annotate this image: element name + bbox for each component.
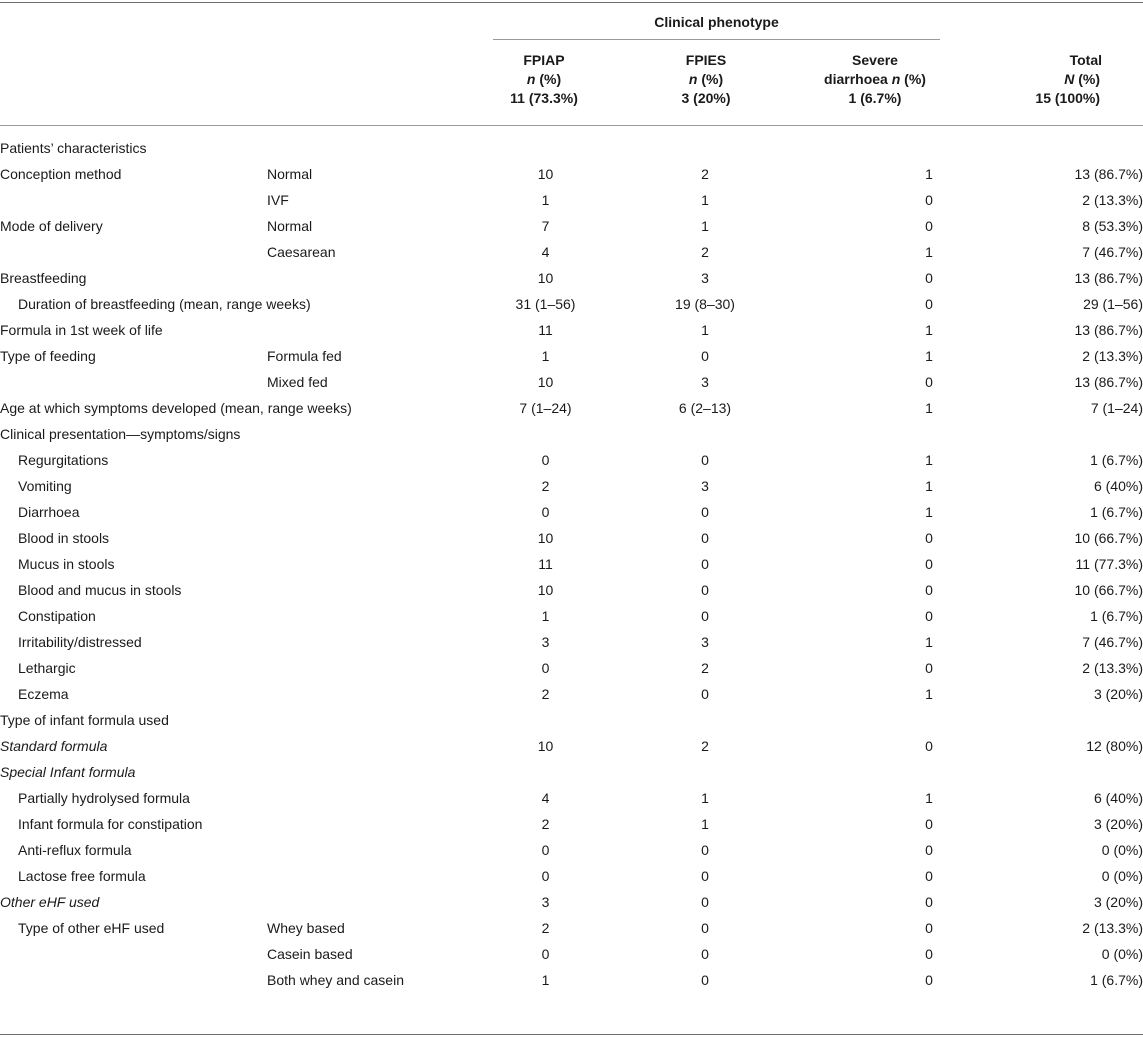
cell-severe-diarrhoea: 1	[925, 166, 933, 182]
cell-severe-diarrhoea: 0	[925, 556, 933, 572]
row-label: Infant formula for constipation	[18, 816, 203, 832]
cell-total: 6 (40%)	[1093, 478, 1143, 494]
row-label: Mode of delivery	[0, 218, 103, 234]
table-row	[0, 733, 1143, 759]
row-sublabel	[267, 629, 493, 655]
header-severe-diarrhoea	[800, 51, 950, 108]
row-label: Diarrhoea	[18, 504, 80, 520]
cell-fpiap: 4	[541, 244, 550, 260]
cell-fpies: 3	[701, 270, 709, 286]
cell-fpies: 0	[701, 894, 709, 910]
cell-severe-diarrhoea: 0	[925, 218, 933, 234]
cell-fpies: 3	[701, 374, 709, 390]
cell-total: 2 (13.3%)	[1082, 920, 1143, 936]
row-label: Breastfeeding	[0, 270, 87, 286]
row-label: Formula in 1st week of life	[0, 322, 163, 338]
row-label: Regurgitations	[18, 452, 109, 468]
row-label: Lactose free formula	[18, 868, 146, 884]
cell-severe-diarrhoea: 1	[925, 686, 933, 702]
table-row	[0, 473, 1143, 499]
row-sublabel: Casein based	[267, 946, 353, 962]
header-fpiap-name: FPIAP	[523, 52, 565, 68]
cell-total: 1 (6.7%)	[1090, 504, 1143, 520]
cell-fpies	[598, 707, 812, 733]
row-sublabel	[267, 135, 493, 161]
row-sublabel: Caesarean	[267, 244, 336, 260]
cell-fpies: 0	[701, 608, 709, 624]
cell-severe-diarrhoea: 1	[925, 244, 933, 260]
table-row	[0, 343, 1143, 369]
cell-fpiap: 0	[541, 660, 550, 676]
cell-severe-diarrhoea: 0	[925, 582, 933, 598]
row-sublabel	[267, 785, 493, 811]
cell-severe-diarrhoea: 0	[925, 842, 933, 858]
cell-fpies: 0	[701, 842, 709, 858]
header-severe-line2	[800, 70, 950, 89]
cell-fpies: 1	[701, 790, 709, 806]
table-rows	[0, 135, 1143, 993]
table-row	[0, 681, 1143, 707]
cell-fpies	[598, 421, 812, 447]
row-label	[0, 967, 267, 993]
cell-total: 13 (86.7%)	[1074, 166, 1143, 182]
row-label: Other eHF used	[0, 894, 100, 910]
table-body	[0, 135, 1143, 993]
table-row	[0, 811, 1143, 837]
table-row	[0, 317, 1143, 343]
row-sublabel	[267, 811, 493, 837]
row-sublabel	[267, 707, 493, 733]
row-sublabel: Formula fed	[267, 348, 342, 364]
header-fpiap	[488, 51, 600, 108]
row-label	[0, 369, 267, 395]
header-fpies-name: FPIES	[685, 52, 727, 68]
row-sublabel	[267, 525, 493, 551]
cell-severe-diarrhoea	[812, 135, 1046, 161]
cell-total: 10 (66.7%)	[1074, 530, 1143, 546]
row-label: Mucus in stools	[18, 556, 115, 572]
cell-fpiap	[493, 421, 598, 447]
cell-total: 7 (1–24)	[1090, 400, 1143, 416]
cell-fpies: 6 (2–13)	[678, 400, 732, 416]
header-fpies-count: 3 (20%)	[681, 90, 731, 106]
table-row	[0, 707, 1143, 733]
cell-total: 7 (46.7%)	[1082, 244, 1143, 260]
cell-fpies: 0	[701, 946, 709, 962]
header-clinical-phenotype-text: Clinical phenotype	[654, 14, 779, 30]
cell-severe-diarrhoea: 0	[925, 972, 933, 988]
cell-total: 29 (1–56)	[1083, 296, 1143, 312]
cell-fpiap	[493, 707, 598, 733]
header-severe-pct-label: (%)	[900, 71, 926, 87]
cell-fpiap: 10	[537, 374, 554, 390]
row-sublabel	[267, 473, 493, 499]
row-label: Special Infant formula	[0, 764, 136, 780]
cell-severe-diarrhoea: 1	[925, 634, 933, 650]
header-total-pct-label: (%)	[1074, 71, 1100, 87]
cell-total: 1 (6.7%)	[1090, 608, 1143, 624]
table-row	[0, 759, 1143, 785]
cell-fpiap: 10	[537, 530, 554, 546]
cell-severe-diarrhoea: 0	[925, 868, 933, 884]
header-fpiap-n	[488, 70, 600, 89]
row-sublabel	[267, 577, 493, 603]
header-total-n	[1005, 70, 1137, 89]
cell-fpies: 2	[701, 166, 709, 182]
cell-severe-diarrhoea: 1	[925, 322, 933, 338]
cell-fpies: 19 (8–30)	[675, 296, 735, 312]
cell-total: 13 (86.7%)	[1074, 270, 1143, 286]
cell-total: 2 (13.3%)	[1082, 192, 1143, 208]
cell-fpiap: 1	[541, 972, 550, 988]
cell-severe-diarrhoea: 0	[925, 530, 933, 546]
cell-total: 2 (13.3%)	[1082, 348, 1143, 364]
row-sublabel: Mixed fed	[267, 374, 328, 390]
cell-fpies	[598, 759, 812, 785]
header-fpies-pct-label: (%)	[697, 71, 724, 87]
cell-fpiap: 10	[537, 738, 554, 754]
header-clinical-phenotype	[493, 13, 940, 32]
cell-fpies: 3	[701, 634, 709, 650]
row-sublabel: Whey based	[267, 920, 345, 936]
row-label: Type of feeding	[0, 348, 96, 364]
cell-severe-diarrhoea: 0	[925, 738, 933, 754]
cell-fpiap: 10	[537, 582, 554, 598]
row-sublabel	[267, 317, 493, 343]
cell-fpiap: 2	[541, 816, 550, 832]
table-row	[0, 499, 1143, 525]
cell-fpies: 0	[701, 504, 709, 520]
cell-fpiap	[493, 135, 598, 161]
table-row	[0, 395, 1143, 421]
row-label: Lethargic	[18, 660, 76, 676]
cell-fpies: 2	[701, 738, 709, 754]
row-sublabel	[267, 447, 493, 473]
row-sublabel	[267, 837, 493, 863]
table-row	[0, 915, 1143, 941]
table-row	[0, 577, 1143, 603]
cell-fpiap: 0	[541, 842, 550, 858]
row-label	[0, 239, 267, 265]
cell-severe-diarrhoea	[812, 759, 1046, 785]
table-row	[0, 187, 1143, 213]
cell-total: 10 (66.7%)	[1074, 582, 1143, 598]
row-sublabel	[267, 863, 493, 889]
row-label: Partially hydrolysed formula	[18, 790, 190, 806]
row-sublabel	[267, 733, 493, 759]
cell-total: 3 (20%)	[1093, 686, 1143, 702]
table-row	[0, 525, 1143, 551]
cell-total: 6 (40%)	[1093, 790, 1143, 806]
cell-fpies: 0	[701, 868, 709, 884]
cell-fpies: 1	[701, 322, 709, 338]
row-sublabel	[267, 889, 493, 915]
cell-fpiap: 2	[541, 686, 550, 702]
row-sublabel	[267, 655, 493, 681]
cell-total: 11 (77.3%)	[1075, 556, 1143, 572]
row-label: Vomiting	[18, 478, 72, 494]
cell-fpies	[598, 135, 812, 161]
row-sublabel: Normal	[267, 166, 313, 182]
row-sublabel	[267, 759, 493, 785]
cell-severe-diarrhoea: 0	[925, 296, 933, 312]
cell-fpiap: 0	[541, 946, 550, 962]
cell-fpiap: 0	[541, 452, 550, 468]
table-row	[0, 967, 1143, 993]
cell-fpiap: 10	[537, 270, 554, 286]
header-total-n-label: N	[1064, 71, 1075, 87]
row-sublabel: Normal	[267, 218, 313, 234]
cell-fpiap: 10	[537, 166, 554, 182]
header-rule	[0, 125, 1143, 126]
table-row	[0, 837, 1143, 863]
table-row	[0, 161, 1143, 187]
row-sublabel	[267, 499, 493, 525]
table-row	[0, 603, 1143, 629]
phenotype-underline	[493, 39, 940, 40]
row-label	[0, 941, 267, 967]
cell-severe-diarrhoea: 0	[925, 946, 933, 962]
table-row	[0, 265, 1143, 291]
cell-fpies: 3	[701, 478, 709, 494]
header-fpiap-n-label: n	[526, 71, 536, 87]
cell-severe-diarrhoea: 0	[925, 816, 933, 832]
cell-fpies: 0	[701, 582, 709, 598]
row-label: Type of other eHF used	[18, 920, 165, 936]
cell-fpiap: 3	[541, 634, 550, 650]
cell-fpies: 0	[701, 530, 709, 546]
cell-severe-diarrhoea: 0	[925, 894, 933, 910]
row-label: Type of infant formula used	[0, 712, 169, 728]
cell-fpiap: 11	[538, 556, 553, 572]
header-fpiap-count: 11 (73.3%)	[510, 90, 578, 106]
cell-total	[1046, 759, 1143, 785]
cell-severe-diarrhoea: 1	[925, 504, 933, 520]
row-sublabel	[267, 265, 493, 291]
cell-severe-diarrhoea	[812, 707, 1046, 733]
cell-fpies: 1	[701, 192, 709, 208]
cell-total: 12 (80%)	[1086, 738, 1143, 754]
cell-total: 2 (13.3%)	[1082, 660, 1143, 676]
row-sublabel	[267, 551, 493, 577]
table-row	[0, 785, 1143, 811]
header-fpies	[650, 51, 762, 108]
table-row	[0, 889, 1143, 915]
table-row	[0, 629, 1143, 655]
cell-severe-diarrhoea	[812, 421, 1046, 447]
bottom-rule	[0, 1034, 1143, 1035]
cell-fpies: 0	[701, 556, 709, 572]
table-row	[0, 369, 1143, 395]
cell-total: 3 (20%)	[1093, 816, 1143, 832]
cell-fpies: 2	[701, 660, 709, 676]
cell-fpiap: 11	[538, 322, 553, 338]
row-label: Standard formula	[0, 738, 108, 754]
row-label	[0, 187, 267, 213]
header-fpiap-pct-label: (%)	[535, 71, 562, 87]
header-fpies-n-label: n	[688, 71, 698, 87]
cell-severe-diarrhoea: 1	[925, 452, 933, 468]
cell-severe-diarrhoea: 1	[925, 400, 933, 416]
cell-fpiap	[493, 759, 598, 785]
cell-total	[1046, 707, 1143, 733]
header-total	[1005, 51, 1137, 108]
cell-fpies: 1	[701, 218, 709, 234]
cell-severe-diarrhoea: 0	[925, 920, 933, 936]
table-row	[0, 135, 1143, 161]
cell-severe-diarrhoea: 0	[925, 660, 933, 676]
table-row	[0, 447, 1143, 473]
row-label: Conception method	[0, 166, 122, 182]
cell-severe-diarrhoea: 1	[925, 790, 933, 806]
cell-fpiap: 0	[541, 504, 550, 520]
cell-fpiap: 0	[541, 868, 550, 884]
row-sublabel: IVF	[267, 192, 289, 208]
header-total-count: 15 (100%)	[1035, 90, 1100, 106]
table-row	[0, 863, 1143, 889]
cell-fpiap: 31 (1–56)	[515, 296, 576, 312]
cell-severe-diarrhoea: 1	[925, 478, 933, 494]
row-label: Blood in stools	[18, 530, 110, 546]
header-severe-n-label: n	[891, 71, 901, 87]
cell-fpies: 0	[701, 686, 709, 702]
cell-total: 3 (20%)	[1093, 894, 1143, 910]
cell-fpiap: 1	[541, 608, 550, 624]
row-label: Constipation	[18, 608, 96, 624]
cell-fpies: 2	[701, 244, 709, 260]
cell-fpies: 1	[701, 816, 709, 832]
row-sublabel	[267, 681, 493, 707]
cell-fpiap: 7	[541, 218, 550, 234]
cell-severe-diarrhoea: 1	[925, 348, 933, 364]
table-row	[0, 655, 1143, 681]
row-sublabel	[267, 603, 493, 629]
cell-total	[1046, 421, 1143, 447]
cell-fpiap: 1	[541, 348, 550, 364]
table-row	[0, 421, 1143, 447]
row-label: Irritability/distressed	[18, 634, 142, 650]
row-sublabel: Both whey and casein	[267, 972, 404, 988]
cell-severe-diarrhoea: 0	[925, 608, 933, 624]
header-severe-count: 1 (6.7%)	[848, 90, 902, 106]
cell-total: 1 (6.7%)	[1090, 452, 1143, 468]
cell-fpiap: 3	[541, 894, 550, 910]
cell-total: 0 (0%)	[1101, 868, 1143, 884]
header-severe-name: Severe	[852, 52, 898, 68]
cell-fpiap: 4	[541, 790, 550, 806]
table-row	[0, 239, 1143, 265]
header-severe-line2-prefix: diarrhoea	[824, 71, 892, 87]
header-fpies-n	[650, 70, 762, 89]
table-row	[0, 213, 1143, 239]
cell-total: 0 (0%)	[1101, 842, 1143, 858]
cell-severe-diarrhoea: 0	[925, 192, 933, 208]
cell-fpiap: 7 (1–24)	[519, 400, 572, 416]
cell-fpiap: 2	[541, 478, 550, 494]
top-rule	[0, 2, 1143, 3]
cell-fpies: 0	[701, 348, 709, 364]
cell-severe-diarrhoea: 0	[925, 374, 933, 390]
table-row	[0, 291, 1143, 317]
cell-total	[1046, 135, 1143, 161]
table-row	[0, 941, 1143, 967]
row-label: Duration of breastfeeding (mean, range weeks)	[18, 296, 311, 312]
cell-total: 1 (6.7%)	[1090, 972, 1143, 988]
row-label: Anti-reflux formula	[18, 842, 132, 858]
cell-fpiap: 2	[541, 920, 550, 936]
row-label: Eczema	[18, 686, 69, 702]
cell-fpies: 0	[701, 452, 709, 468]
cell-total: 8 (53.3%)	[1082, 218, 1143, 234]
cell-fpies: 0	[701, 920, 709, 936]
table-row	[0, 551, 1143, 577]
row-label: Age at which symptoms developed (mean, range weeks)	[0, 400, 352, 416]
cell-total: 13 (86.7%)	[1074, 374, 1143, 390]
cell-fpiap: 1	[541, 192, 550, 208]
cell-total: 7 (46.7%)	[1082, 634, 1143, 650]
cell-fpies: 0	[701, 972, 709, 988]
row-label: Clinical presentation—symptoms/signs	[0, 426, 241, 442]
row-label: Patients’ characteristics	[0, 140, 147, 156]
cell-severe-diarrhoea: 0	[925, 270, 933, 286]
cell-total: 13 (86.7%)	[1074, 322, 1143, 338]
cell-total: 0 (0%)	[1101, 946, 1143, 962]
row-label: Blood and mucus in stools	[18, 582, 182, 598]
header-total-name: Total	[1069, 52, 1102, 68]
